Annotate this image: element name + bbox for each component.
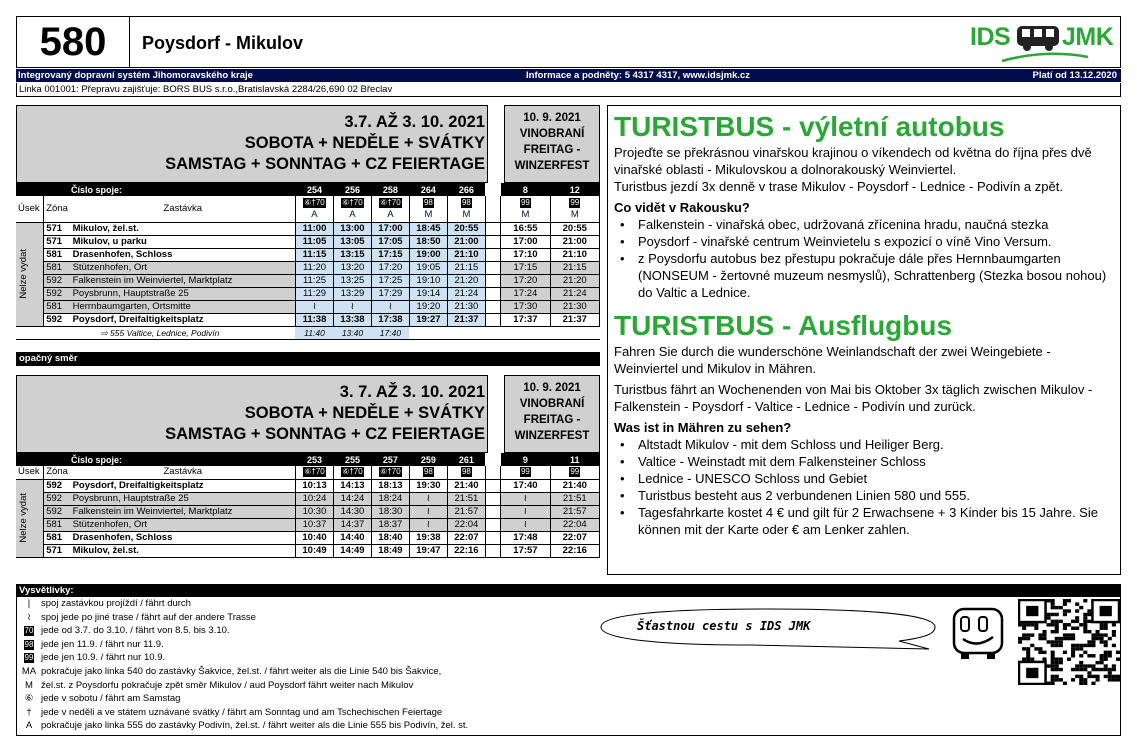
departure-time: 13:15 <box>333 248 371 261</box>
departure-time: 19:38 <box>409 531 447 544</box>
stop-name: Falkenstein im Weinviertel, Marktplatz <box>71 274 296 287</box>
departure-time: 21:40 <box>550 479 599 492</box>
departure-time: ≀ <box>501 492 550 505</box>
departure-time: 10:30 <box>295 505 333 518</box>
trip-suffix: A <box>295 209 333 222</box>
side-cell <box>16 479 44 557</box>
stop-name: Poysbrunn, Hauptstraße 25 <box>71 287 296 300</box>
service-note-icon: 98 <box>423 197 433 207</box>
departure-time: 21:20 <box>550 274 599 287</box>
departure-time: ≀ <box>333 300 371 313</box>
zone-cell: 581 <box>44 300 71 313</box>
tourist-de-heading: Was ist in Mähren zu sehen? <box>614 420 792 435</box>
departure-time: 21:00 <box>550 235 599 248</box>
stop-name: Poysbrunn, Hauptstraße 25 <box>71 492 296 505</box>
stop-name: Mikulov, žel.st. <box>72 544 139 556</box>
departure-time: 21:40 <box>447 479 485 492</box>
departure-time: 17:05 <box>371 235 409 248</box>
timetable-header <box>16 16 1121 68</box>
bus-icon <box>1015 24 1061 52</box>
trip-suffix: M <box>550 209 599 222</box>
departure-time: 18:45 <box>409 222 447 235</box>
tourist-de-title: TURISTBUS - Ausflugbus <box>614 310 953 341</box>
departure-time: 16:55 <box>501 222 550 235</box>
zone-cell: 581 <box>46 531 63 543</box>
trip-number: 259 <box>409 453 447 466</box>
zona-header: Zóna <box>46 202 68 214</box>
table-row <box>16 287 600 300</box>
departure-time: 17:20 <box>371 261 409 274</box>
departure-time: 21:20 <box>447 274 485 287</box>
list-item: • Falkenstein - vinařská obec, udržovaná zřícenina hradu, naučná stezka <box>614 216 1114 233</box>
service-note-icon: ⑥†70 <box>380 197 401 207</box>
table2-title-line: SOBOTA + NEDĚLE + SVÁTKY <box>244 404 485 422</box>
legend-item <box>17 720 468 732</box>
list-item: • Altstadt Mikulov - mit dem Schloss und Heiliger Berg. <box>614 436 1114 453</box>
table-row <box>16 222 600 235</box>
trip-suffix: M <box>501 209 550 222</box>
departure-time: 17:15 <box>501 261 550 274</box>
departure-time: 10:49 <box>295 544 333 557</box>
table1-title-line: SOBOTA + NEDĚLE + SVÁTKY <box>244 134 485 152</box>
departure-time: 11:38 <box>295 313 333 326</box>
wine-title-line: 10. 9. 2021 <box>523 112 581 124</box>
service-note-icon: ⑥†70 <box>304 197 325 207</box>
table-row <box>16 505 600 518</box>
departure-time: 19:47 <box>409 544 447 557</box>
legend-symbol-icon: 70 <box>24 626 34 636</box>
tourist-cz-paragraph: Turistbus jezdí 3x denně v trase Mikulov - Poysdorf - Lednice - Podivín a zpět. <box>614 179 1063 194</box>
trip-number: 266 <box>447 183 485 196</box>
table-row <box>16 235 600 248</box>
table-row <box>16 261 600 274</box>
departure-time: ≀ <box>409 492 447 505</box>
departure-time: 17:15 <box>371 248 409 261</box>
legend-symbol: † <box>26 706 32 718</box>
departure-time: 19:14 <box>409 287 447 300</box>
system-name: Integrovaný dopravní systém Jihomoravského kraje <box>18 70 253 81</box>
departure-time: 21:51 <box>447 492 485 505</box>
departure-time: 10:13 <box>295 479 333 492</box>
stop-name: Herrnbaumgarten, Ortsmitte <box>71 300 296 313</box>
legend-text: jede v sobotu / fährt am Samstag <box>41 693 181 705</box>
list-item: • Poysdorf - vinařské centrum Weinvietelu s expozicí o víně Vino Versum. <box>614 233 1114 250</box>
departure-time: 19:30 <box>409 479 447 492</box>
legend-text: spoj jede po jiné trase / fährt auf der andere Trasse <box>41 611 256 623</box>
departure-time: 22:04 <box>550 518 599 531</box>
tourist-de-list <box>614 436 1114 538</box>
legend-item <box>17 666 441 678</box>
departure-time: 13:20 <box>333 261 371 274</box>
departure-time: 21:30 <box>550 300 599 313</box>
departure-time: 21:15 <box>447 261 485 274</box>
departure-time: 21:37 <box>447 313 485 326</box>
stop-name: Poysdorf, Dreifaltigkeitsplatz <box>72 313 204 325</box>
connection-time: 11:40 <box>295 326 333 339</box>
departure-time: 17:00 <box>501 235 550 248</box>
zone-cell: 581 <box>46 248 63 260</box>
timetable-1 <box>16 183 600 340</box>
wine-title-line: 10. 9. 2021 <box>523 382 581 394</box>
line-number: 580 <box>17 17 130 67</box>
wine-title-line: FREITAG - <box>523 144 581 156</box>
departure-time: ≀ <box>371 300 409 313</box>
departure-time: 10:40 <box>295 531 333 544</box>
departure-time: ≀ <box>501 518 550 531</box>
tourist-de-paragraph: Fahren Sie durch die wunderschöne Weinlandschaft der zwei Weingebiete - Weinviertel und Mikulov in Mähren. <box>614 344 1051 376</box>
legend-item <box>17 680 413 692</box>
departure-time: 17:25 <box>371 274 409 287</box>
legend-title: Vysvětlivky: <box>17 585 1120 597</box>
departure-time: 11:15 <box>295 248 333 261</box>
legend-text: jede od 3.7. do 3.10. / fährt von 8.5. bis 3.10. <box>41 625 230 637</box>
zone-cell: 571 <box>46 235 63 247</box>
departure-time: 17:57 <box>501 544 550 557</box>
departure-time: 21:57 <box>447 505 485 518</box>
legend-symbol: ≀ <box>27 611 31 623</box>
zone-cell: 571 <box>46 222 63 234</box>
service-note-icon: 99 <box>570 197 580 207</box>
trip-number: 253 <box>295 453 333 466</box>
wine-title-line: WINZERFEST <box>514 160 590 172</box>
service-note-icon: ⑥†70 <box>380 467 401 477</box>
departure-time: 21:10 <box>550 248 599 261</box>
departure-time: 14:24 <box>333 492 371 505</box>
stop-name: Falkenstein im Weinviertel, Marktplatz <box>71 505 296 518</box>
wine-title-line: VINOBRANÍ <box>519 128 585 140</box>
table-row <box>16 274 600 287</box>
zone-cell: 571 <box>46 544 63 556</box>
trip-suffix: A <box>333 209 371 222</box>
departure-time: 18:40 <box>371 531 409 544</box>
table1-title-line: SAMSTAG + SONNTAG + CZ FEIERTAGE <box>165 155 485 173</box>
timetable-2 <box>16 453 600 558</box>
trip-label: Číslo spoje: <box>16 453 295 466</box>
departure-time: 14:37 <box>333 518 371 531</box>
departure-time: 13:29 <box>333 287 371 300</box>
table1-title-line: 3.7. AŽ 3. 10. 2021 <box>344 113 485 131</box>
table-row <box>16 531 600 544</box>
departure-time: 20:55 <box>447 222 485 235</box>
legend-item <box>17 598 191 610</box>
departure-time: 19:05 <box>409 261 447 274</box>
list-item: • Valtice - Weinstadt mit dem Falkensteiner Schloss <box>614 453 1114 470</box>
departure-time: 17:30 <box>501 300 550 313</box>
service-note-icon: ⑥†70 <box>342 467 363 477</box>
logo-right-text: JMK <box>1062 23 1114 51</box>
connection-time: 17:40 <box>371 326 409 339</box>
usek-header: Úsek <box>16 196 44 222</box>
trip-number: 255 <box>333 453 371 466</box>
trip-number: 257 <box>371 453 409 466</box>
table2-title-block <box>16 375 488 453</box>
tourist-de-paragraph: Turistbus fährt an Wochenenden von Mai bis Oktober 3x täglich zwischen Mikulov - Falkenstein - Poysdorf - Valtice - Lednice - Podivín und zurück. <box>614 382 1093 414</box>
trip-number: 12 <box>550 183 599 196</box>
departure-time: 20:55 <box>550 222 599 235</box>
departure-time: 13:25 <box>333 274 371 287</box>
stop-header: Zastávka <box>163 202 203 214</box>
tourist-cz-paragraph: Projeďte se překrásnou vinařskou krajinou o víkendech od května do října přes dvě vinařské oblasti - Mikulovskou a dolnorakouský Weinviertel. <box>614 145 1092 177</box>
side-cell <box>16 222 44 326</box>
departure-time: ≀ <box>295 300 333 313</box>
trip-number: 261 <box>447 453 485 466</box>
legend-text: jede jen 10.9. / fährt nur 10.9. <box>41 652 166 664</box>
departure-time: 18:24 <box>371 492 409 505</box>
table2-wine-block <box>504 375 600 453</box>
legend-text: jede jen 11.9. / fährt nur 11.9. <box>41 638 164 650</box>
list-item: • Lednice - UNESCO Schloss und Gebiet <box>614 470 1114 487</box>
departure-time: 19:27 <box>409 313 447 326</box>
departure-time: 22:04 <box>447 518 485 531</box>
legend-box <box>16 584 1121 736</box>
departure-time: 22:16 <box>550 544 599 557</box>
trip-suffix: M <box>409 209 447 222</box>
connection-note: ⇨ 555 Valtice, Lednice, Podivín <box>100 327 220 338</box>
legend-item <box>17 625 230 637</box>
table2-grid <box>16 453 600 558</box>
departure-time: 13:05 <box>333 235 371 248</box>
tourist-cz-list <box>614 216 1114 301</box>
legend-symbol: A <box>25 720 33 732</box>
zone-cell: 581 <box>44 261 71 274</box>
legend-text: pokračuje jako linka 540 do zastávky Šakvice, žel.st. / fährt weiter als die Linie 540 bis Šakvice, <box>41 666 442 677</box>
departure-time: 18:13 <box>371 479 409 492</box>
stop-name: Poysdorf, Dreifaltigkeitsplatz <box>72 479 204 491</box>
table-row <box>16 518 600 531</box>
ids-jmk-logo <box>970 21 1114 63</box>
zone-cell: 592 <box>46 479 63 491</box>
departure-time: 17:24 <box>501 287 550 300</box>
zone-cell: 592 <box>44 505 71 518</box>
side-label: Nelze vydat <box>18 493 29 543</box>
table-row <box>16 313 600 326</box>
trip-label: Číslo spoje: <box>16 183 295 196</box>
trip-number: 8 <box>501 183 550 196</box>
zone-cell: 592 <box>44 492 71 505</box>
trip-number: 256 <box>333 183 371 196</box>
departure-time: ≀ <box>409 505 447 518</box>
departure-time: 22:16 <box>447 544 485 557</box>
service-note-icon: 99 <box>570 467 580 477</box>
departure-time: 14:30 <box>333 505 371 518</box>
wine-title-line: WINZERFEST <box>514 430 590 442</box>
trip-number: 254 <box>295 183 333 196</box>
stop-name: Stützenhofen, Ort <box>71 518 296 531</box>
connection-time: 13:40 <box>333 326 371 339</box>
zone-cell: 592 <box>44 287 71 300</box>
departure-time: 17:20 <box>501 274 550 287</box>
departure-time: 21:51 <box>550 492 599 505</box>
tourist-cz-title: TURISTBUS - výletní autobus <box>614 111 1005 142</box>
valid-from: Platí od 13.12.2020 <box>1032 70 1117 81</box>
departure-time: 18:37 <box>371 518 409 531</box>
stop-name: Drasenhofen, Schloss <box>72 248 173 260</box>
departure-time: 11:00 <box>295 222 333 235</box>
service-note-icon: 99 <box>520 197 530 207</box>
service-note-icon: 98 <box>423 467 433 477</box>
table1-wine-block <box>504 105 600 183</box>
legend-symbol: M <box>25 679 33 691</box>
service-note-icon: ⑥†70 <box>342 197 363 207</box>
departure-time: 17:48 <box>501 531 550 544</box>
zone-cell: 592 <box>44 274 71 287</box>
legend-text: pokračuje jako linka 555 do zastávky Podivín, žel.st. / fährt weiter als die Linie 555 bis Podivín, žel. st. <box>41 720 469 732</box>
logo-left-text: IDS <box>970 23 1011 51</box>
trip-number: 264 <box>409 183 447 196</box>
departure-time: ≀ <box>501 505 550 518</box>
departure-time: 17:29 <box>371 287 409 300</box>
legend-symbol-icon: 98 <box>24 639 34 649</box>
zona-header: Zóna <box>46 466 68 478</box>
legend-symbol: ⑥ <box>24 693 34 705</box>
zone-cell: 581 <box>44 518 71 531</box>
bus-mascot-icon <box>951 603 1005 663</box>
trip-number: 258 <box>371 183 409 196</box>
service-note-icon: 99 <box>520 467 530 477</box>
side-label: Nelze vydat <box>18 249 29 299</box>
departure-time: 22:07 <box>447 531 485 544</box>
trip-number: 9 <box>501 453 550 466</box>
table-row <box>16 479 600 492</box>
tourist-cz-heading: Co vidět v Rakousku? <box>614 200 750 215</box>
legend-item <box>17 693 180 705</box>
table1-grid <box>16 183 600 340</box>
departure-time: 11:29 <box>295 287 333 300</box>
departure-time: 13:00 <box>333 222 371 235</box>
departure-time: 21:24 <box>447 287 485 300</box>
departure-time: 17:38 <box>371 313 409 326</box>
stop-name: Stützenhofen, Ort <box>71 261 296 274</box>
legend-symbol: | <box>27 598 31 609</box>
wine-title-line: FREITAG - <box>523 414 581 426</box>
legend-item <box>17 639 164 651</box>
stop-header: Zastávka <box>163 466 203 478</box>
stop-name: Mikulov, žel.st. <box>72 222 139 234</box>
legend-text: spoj zastávkou projíždí / fährt durch <box>41 598 191 609</box>
departure-time: 17:40 <box>501 479 550 492</box>
departure-time: 21:30 <box>447 300 485 313</box>
table-row <box>16 248 600 261</box>
departure-time: 21:10 <box>447 248 485 261</box>
service-note-icon: 98 <box>461 467 471 477</box>
departure-time: 18:50 <box>409 235 447 248</box>
info-bar <box>16 69 1121 82</box>
departure-time: 21:37 <box>550 313 599 326</box>
list-item: • z Poysdorfu autobus bez přestupu pokračuje dále přes Hernnbaumgarten (NONSEUM - žertovné muzeum nesmyslů), Schrattenberg (Stezka bosou nohou) do Valtic a Lednice. <box>614 250 1114 301</box>
departure-time: 13:38 <box>333 313 371 326</box>
route-name: Poysdorf - Mikulov <box>142 33 304 53</box>
stop-name: Drasenhofen, Schloss <box>72 531 173 543</box>
departure-time: 14:40 <box>333 531 371 544</box>
trip-number: 11 <box>550 453 599 466</box>
departure-time: 18:30 <box>371 505 409 518</box>
table-row <box>16 544 600 557</box>
departure-time: 21:57 <box>550 505 599 518</box>
departure-time: 11:05 <box>295 235 333 248</box>
table-row <box>16 492 600 505</box>
departure-time: 21:24 <box>550 287 599 300</box>
speech-text: Šťastnou cestu s IDS JMK <box>637 619 811 633</box>
departure-time: 14:49 <box>333 544 371 557</box>
table-row <box>16 300 600 313</box>
departure-time: 14:13 <box>333 479 371 492</box>
wine-title-line: VINOBRANÍ <box>519 398 585 410</box>
departure-time: 19:00 <box>409 248 447 261</box>
trip-suffix: M <box>447 209 485 222</box>
opposite-direction-label: opačný směr <box>16 352 600 366</box>
qr-code-icon <box>1018 599 1120 685</box>
list-item: • Turistbus besteht aus 2 verbundenen Linien 580 und 555. <box>614 487 1114 504</box>
departure-time: 11:20 <box>295 261 333 274</box>
departure-time: 17:00 <box>371 222 409 235</box>
table2-title-line: SAMSTAG + SONNTAG + CZ FEIERTAGE <box>165 425 485 443</box>
departure-time: 11:25 <box>295 274 333 287</box>
departure-time: 17:37 <box>501 313 550 326</box>
legend-item <box>17 652 165 664</box>
legend-symbol: MA <box>21 666 37 677</box>
departure-time: 19:20 <box>409 300 447 313</box>
departure-time: ≀ <box>409 518 447 531</box>
trip-suffix: A <box>371 209 409 222</box>
logo-swoosh-icon <box>1000 51 1090 63</box>
table2-title-line: 3. 7. AŽ 3. 10. 2021 <box>339 383 485 401</box>
service-note-icon: 98 <box>461 197 471 207</box>
departure-time: 17:10 <box>501 248 550 261</box>
legend-symbol-icon: 99 <box>24 653 34 663</box>
departure-time: 19:10 <box>409 274 447 287</box>
legend-item <box>17 612 256 624</box>
departure-time: 18:49 <box>371 544 409 557</box>
departure-time: 21:15 <box>550 261 599 274</box>
legend-text: žel.st. z Poysdorfu pokračuje zpět směr Mikulov / aud Poysdorf fährt weiter nach Mikulov <box>41 679 414 691</box>
legend-text: jede v neděli a ve státem uznávané svátky / fährt am Sonntag und am Tschechischen Feiertage <box>41 706 443 718</box>
departure-time: 22:07 <box>550 531 599 544</box>
tourist-info-box <box>607 105 1121 575</box>
carrier-info: Linka 001001: Přepravu zajišťuje: BORS BUS s.r.o.,Bratislavská 2284/26,690 02 Břeclav <box>16 83 1121 97</box>
stop-name: Mikulov, u parku <box>72 235 147 247</box>
legend-item <box>17 707 442 719</box>
table1-title-block <box>16 105 488 183</box>
zone-cell: 592 <box>46 313 63 325</box>
departure-time: 21:00 <box>447 235 485 248</box>
departure-time: 10:37 <box>295 518 333 531</box>
info-contact: Informace a podněty: 5 4317 4317, www.idsjmk.cz <box>526 70 751 81</box>
departure-time: 10:24 <box>295 492 333 505</box>
usek-header: Úsek <box>16 466 44 479</box>
list-item: • Tagesfahrkarte kostet 4 € und gilt für 2 Erwachsene + 3 Kinder bis 15 Jahre. Sie können mit der Karte oder € am Lenker zahlen. <box>614 504 1114 538</box>
service-note-icon: ⑥†70 <box>304 467 325 477</box>
